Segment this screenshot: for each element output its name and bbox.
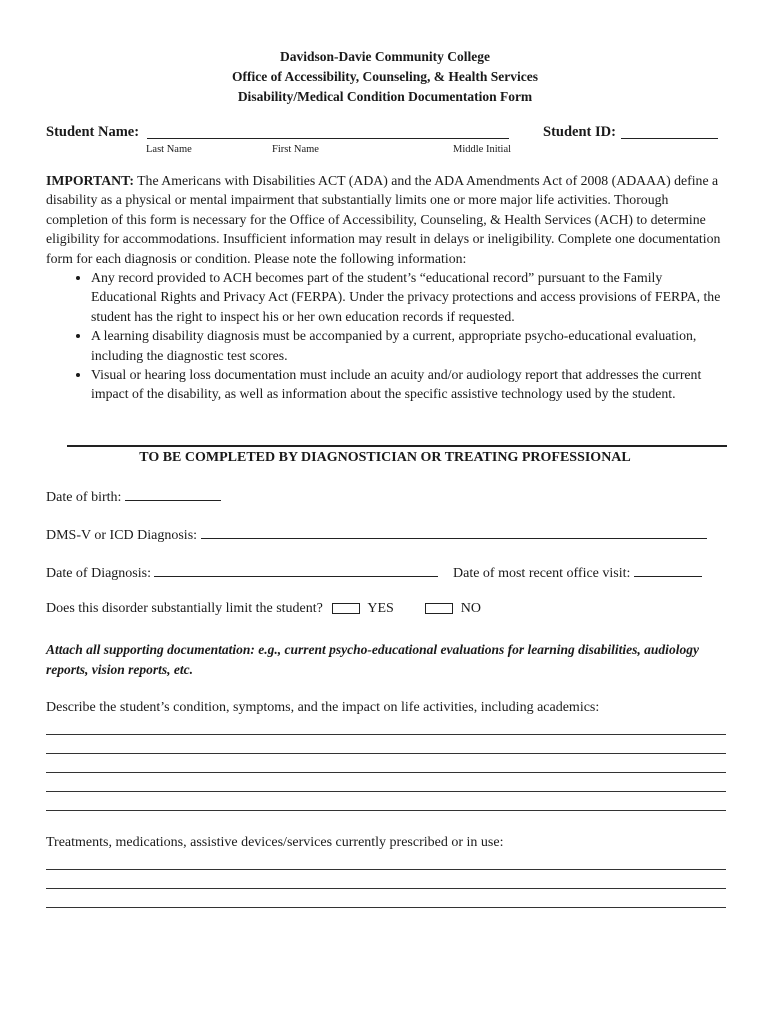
- student-id-label: Student ID:: [543, 124, 616, 140]
- date-of-diagnosis-label: Date of Diagnosis:: [46, 566, 151, 581]
- diagnosis-row: [46, 525, 707, 544]
- form-title: Disability/Medical Condition Documentation Form: [237, 89, 533, 104]
- middle-initial-caption: Middle Initial: [453, 144, 512, 155]
- student-name-label: Student Name:: [46, 124, 140, 140]
- form-header: [0, 47, 770, 107]
- dob-label: Date of birth:: [46, 490, 122, 505]
- limit-question-row: [46, 601, 481, 617]
- yes-checkbox[interactable]: [332, 603, 360, 614]
- important-bullet-list: [46, 268, 726, 404]
- office-name: Office of Accessibility, Counseling, & Health Services: [232, 69, 538, 84]
- describe-prompt: Describe the student’s condition, symptoms, and the impact on life activities, including academics:: [46, 700, 600, 715]
- no-label: NO: [460, 601, 482, 616]
- important-lead: IMPORTANT:: [46, 173, 134, 188]
- treatments-line[interactable]: [46, 888, 726, 889]
- describe-line[interactable]: [46, 772, 726, 773]
- date-of-diagnosis-row: [46, 563, 438, 582]
- recent-visit-label: Date of most recent office visit:: [453, 566, 631, 581]
- diagnosis-field[interactable]: [201, 525, 707, 539]
- describe-line[interactable]: [46, 810, 726, 811]
- date-of-diagnosis-field[interactable]: [154, 563, 438, 577]
- section-title: TO BE COMPLETED BY DIAGNOSTICIAN OR TREATING PROFESSIONAL: [139, 450, 631, 465]
- treatments-line[interactable]: [46, 907, 726, 908]
- recent-visit-field[interactable]: [634, 563, 702, 577]
- important-body: The Americans with Disabilities ACT (ADA) and the ADA Amendments Act of 2008 (ADAAA) define a disability as a physical or mental impairment that substantially limits one or more major life activities. Thorough completion of this form is necessary for the Office of Accessibility, Counseling, & Health Services (ACH) to determine eligibility for accommodations. Insufficient information may result in delays or ineligibility. Complete one documentation form for each diagnosis or condition. Please note the following information:: [46, 173, 721, 266]
- no-checkbox[interactable]: [425, 603, 453, 614]
- first-name-caption: First Name: [272, 144, 319, 155]
- treatments-line[interactable]: [46, 869, 726, 870]
- describe-line[interactable]: [46, 734, 726, 735]
- bullet-visual-hearing: • Visual or hearing loss documentation must include an acuity and/or audiology report that addresses the current impact of the disability, as well as information about the specific assistive technology used by the student.: [91, 365, 726, 404]
- treatments-prompt: Treatments, medications, assistive devices/services currently prescribed or in use:: [46, 835, 504, 850]
- college-name: Davidson-Davie Community College: [280, 49, 490, 64]
- student-name-field[interactable]: [147, 124, 509, 139]
- dob-row: [46, 487, 221, 506]
- recent-visit-row: [453, 563, 702, 582]
- important-paragraph: [46, 171, 726, 268]
- dob-field[interactable]: [125, 487, 221, 501]
- last-name-caption: Last Name: [146, 144, 192, 155]
- important-notice: [46, 171, 726, 404]
- attach-note: Attach all supporting documentation: e.g., current psycho-educational evaluations for learning disabilities, audiology reports, vision reports, etc.: [46, 642, 699, 677]
- section-divider: [67, 445, 727, 447]
- bullet-ferpa: • Any record provided to ACH becomes part of the student’s “educational record” pursuant to the Family Educational Rights and Privacy Act (FERPA). Under the privacy protections and access provisions of FERPA, the student has the right to inspect his or her own education records if requested.: [91, 268, 726, 326]
- bullet-learning-disability: • A learning disability diagnosis must be accompanied by a current, appropriate psycho-educational evaluation, including the diagnostic test scores.: [91, 326, 726, 365]
- student-id-field[interactable]: [621, 124, 718, 139]
- limit-question: Does this disorder substantially limit the student?: [46, 601, 323, 616]
- diagnosis-label: DMS-V or ICD Diagnosis:: [46, 528, 198, 543]
- describe-line[interactable]: [46, 791, 726, 792]
- yes-label: YES: [367, 601, 394, 616]
- describe-line[interactable]: [46, 753, 726, 754]
